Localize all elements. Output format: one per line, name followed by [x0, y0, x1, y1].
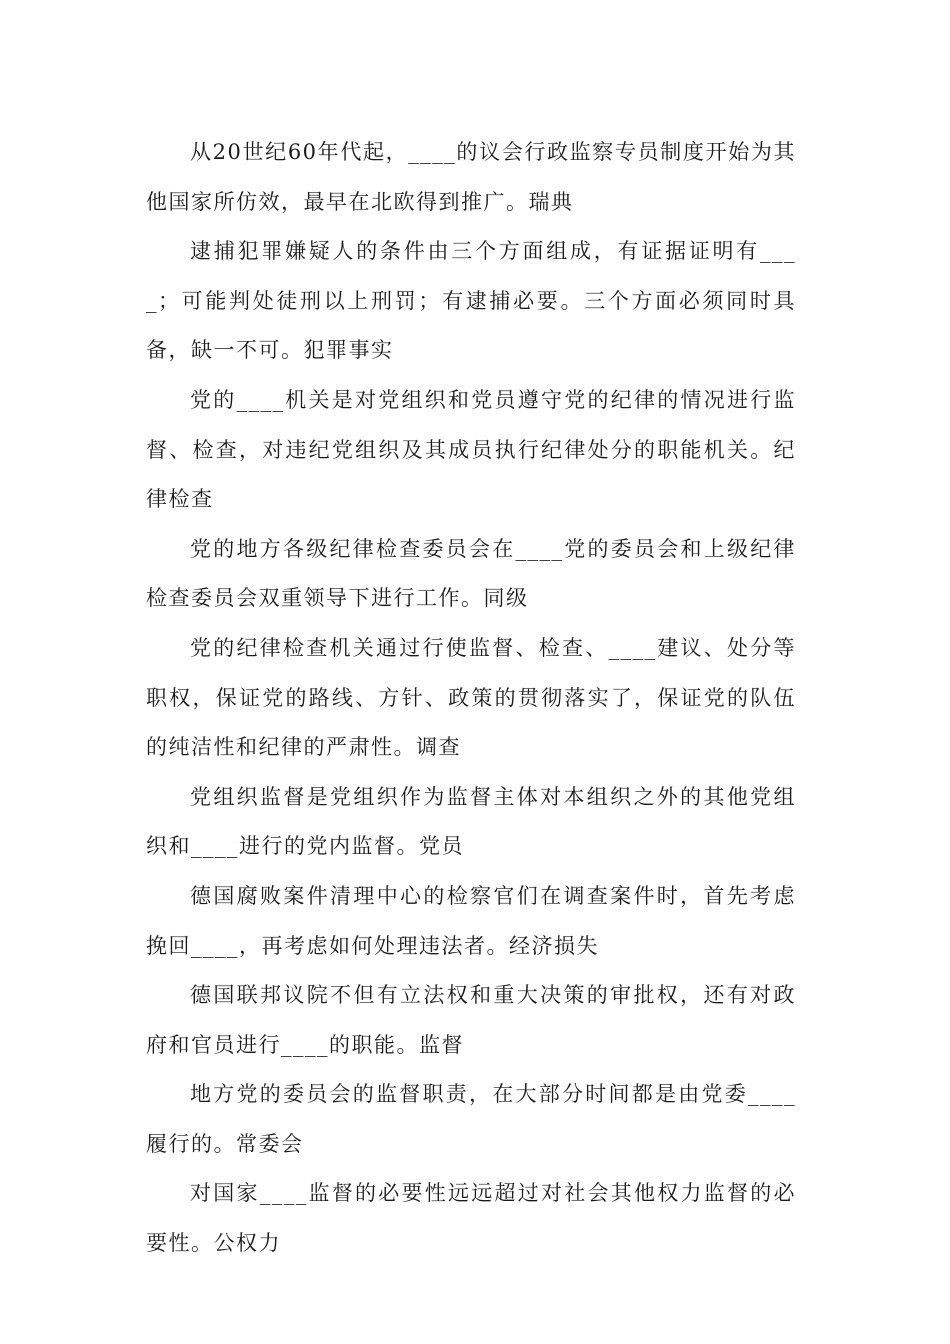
paragraph-4: 党的地方各级纪律检查委员会在____党的委员会和上级纪律检查委员会双重领导下进行工作。同级 [146, 536, 796, 611]
paragraph-2: 逮捕犯罪嫌疑人的条件由三个方面组成，有证据证明有____；可能判处徒刑以上刑罚；有逮捕必要。三个方面必须同时具备，缺一不可。犯罪事实 [146, 239, 796, 363]
paragraph-8: 德国联邦议院不但有立法权和重大决策的审批权，还有对政府和官员进行____的职能。监督 [146, 983, 796, 1057]
paragraph-6: 党组织监督是党组织作为监督主体对本组织之外的其他党组织和____进行的党内监督。党员 [146, 784, 796, 859]
paragraph-5: 党的纪律检查机关通过行使监督、检查、____建议、处分等职权，保证党的路线、方针、政策的贯彻落实了，保证党的队伍的纯洁性和纪律的严肃性。调查 [146, 635, 796, 760]
paragraph-3: 党的____机关是对党组织和党员遵守党的纪律的情况进行监督、检查，对违纪党组织及其成员执行纪律处分的职能机关。纪律检查 [146, 387, 796, 512]
document-body [146, 128, 796, 1269]
paragraph-1: 从20世纪60年代起，____的议会行政监察专员制度开始为其他国家所仿效，最早在北欧得到推广。瑞典 [146, 140, 796, 214]
paragraph-10: 对国家____监督的必要性远远超过对社会其他权力监督的必要性。公权力 [146, 1181, 796, 1256]
paragraph-7: 德国腐败案件清理中心的检察官们在调查案件时，首先考虑挽回____，再考虑如何处理违法者。经济损失 [146, 883, 796, 958]
paragraph-9: 地方党的委员会的监督职责，在大部分时间都是由党委____履行的。常委会 [146, 1082, 796, 1156]
